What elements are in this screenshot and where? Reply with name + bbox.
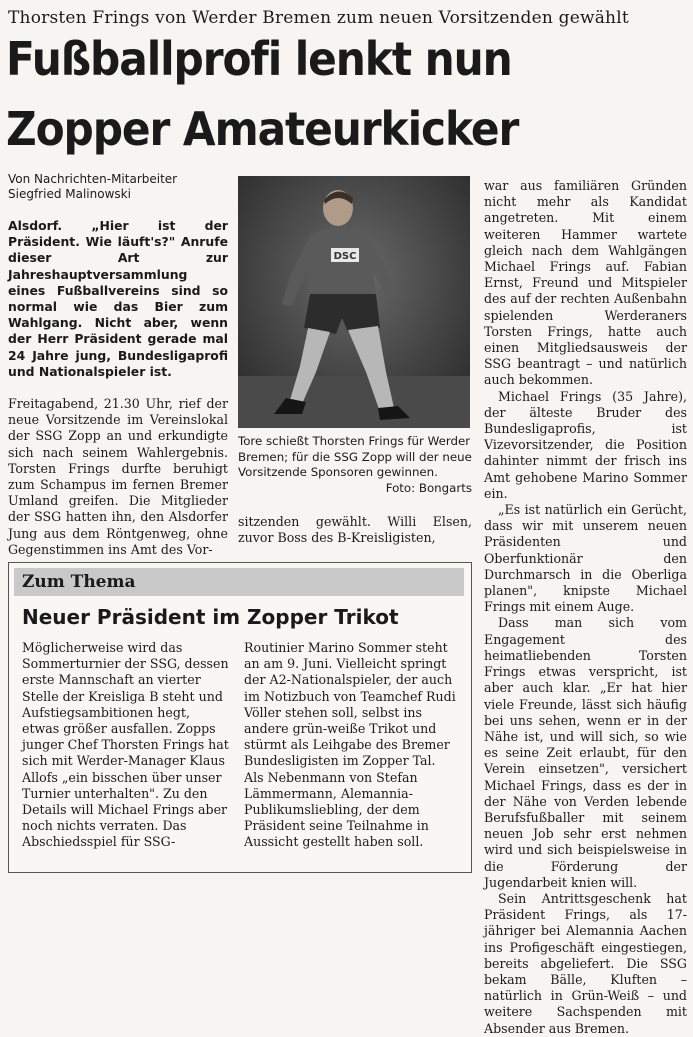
col3-paragraph-2: Michael Frings (35 Jahre), der älteste Bruder des Bundesligaprofis, ist Vizevorsitzender, die Position dahinter nimmt der frisch ins Amt gehobene Marino Sommer ein. xyxy=(484,388,687,501)
byline-role: Von Nachrichten-Mitarbeiter xyxy=(8,172,178,186)
zum-thema-label: Zum Thema xyxy=(22,572,136,592)
byline xyxy=(8,172,228,202)
article-column-2 xyxy=(238,514,472,546)
zum-thema-column-1 xyxy=(22,640,230,851)
photo-caption xyxy=(238,434,472,496)
zum-thema-text-1: Möglicherweise wird das Sommerturnier der SSG, dessen erste Mannschaft an vierter Stelle der Kreisliga B steht und Aufstiegsambitionen hegt, etwas größer ausfallen. Zopps junger Chef Thorsten Frings hat sich mit Werder-Manager Klaus Allofs „ein bisschen über unser Turnier unterhalten". Zu den Details will Michael Frings aber noch nichts verraten. Das Abschiedsspiel für SSG- xyxy=(22,640,229,850)
headline-line-2: Zopper Amateurkicker xyxy=(6,102,519,156)
photo-caption-text: Tore schießt Thorsten Frings für Werder Bremen; für die SSG Zopp will der neue Vorsitzende Sponsoren gewinnen. xyxy=(238,434,472,479)
body-paragraph-continued: sitzenden gewählt. Willi Elsen, zuvor Boss des B-Kreisligisten, xyxy=(238,514,472,546)
article-column-1 xyxy=(8,218,228,558)
body-paragraph: Freitagabend, 21.30 Uhr, rief der neue Vorsitzende im Vereinslokal der SSG Zopp an und erkundigte sich nach seinem Wahlergebnis. Torsten Frings durfte beruhigt zum Schampus im fernen Bremer Umland greifen. Die Mitglieder der SSG hatten ihn, den Alsdorfer Jung aus dem Röntgenweg, ohne Gegenstimmen ins Amt des Vor- xyxy=(8,396,228,557)
player-photo xyxy=(238,176,470,428)
zum-thema-column-2 xyxy=(244,640,458,851)
zum-thema-text-2: Routinier Marino Sommer steht an am 9. Juni. Vielleicht springt der A2-Nationalspieler, der auch im Notizbuch von Teamchef Rudi Völler stehen soll, selbst ins andere grün-weiße Trikot und stürmt als Leihgabe des Bremer Bundesligisten im Zopper Tal. Als Nebenmann von Stefan Lämmermann, Alemannia-Publikumsliebling, der dem Präsident seine Teilnahme in Aussicht gestellt haben soll. xyxy=(244,640,456,850)
player-photo-image xyxy=(238,176,470,428)
col3-paragraph-1: war aus familiären Gründen nicht mehr als Kandidat angetreten. Mit einem weiteren Hammer wartete gleich nach dem Wahlgängen Michael Frings auf. Fabian Ernst, Freund und Mitspieler des auf der rechten Außenbahn spielenden Werderaners Torsten Frings, hatte auch einen Mitgliedsausweis der SSG beantragt – und natürlich auch bekommen. xyxy=(484,178,687,388)
headline-line-1: Fußballprofi lenkt nun xyxy=(6,32,512,86)
col3-paragraph-4: Dass man sich vom Engagement des heimatliebenden Torsten Frings etwas verspricht, ist aber auch klar. „Er hat hier viele Freunde, lässt sich häufig bei uns sehen, wenn er in der Nähe ist, und will sich, so wie es seine Zeit erlaubt, für den Verein einsetzen", versichert Michael Frings, dass es der in der Nähe von Verden lebende Berufsfußballer mit seinem neuen Job sehr erst nehmen wird und sich beispielsweise in die Förderung der Jugendarbeit knien will. xyxy=(484,615,687,890)
jersey-sponsor-text: DSC xyxy=(333,251,357,262)
zum-thema-headline: Neuer Präsident im Zopper Trikot xyxy=(22,605,399,629)
lead-paragraph: Alsdorf. „Hier ist der Präsident. Wie läuft's?" Anrufe dieser Art zur Jahreshauptversammlung eines Fußballvereins sind so normal wie das Bier zum Wahlgang. Nicht aber, wenn der Herr Präsident gerade mal 24 Jahre jung, Bundesligaprofi und Nationalspieler ist. xyxy=(8,218,228,379)
article-kicker: Thorsten Frings von Werder Bremen zum neuen Vorsitzenden gewählt xyxy=(8,8,629,28)
col3-paragraph-5: Sein Antrittsgeschenk hat Präsident Frings, als 17-jähriger bei Alemannia Aachen ins Profigeschäft eingestiegen, bereits abgeliefert. Die SSG bekam Bälle, Kluften – natürlich in Grün-Weiß – und weitere Sachspenden mit Absender aus Bremen. xyxy=(484,890,687,1036)
col3-paragraph-3: „Es ist natürlich ein Gerücht, dass wir mit unserem neuen Präsidenten und Oberfunktionär den Durchmarsch in die Oberliga planen", knipste Michael Frings mit einem Auge. xyxy=(484,502,687,615)
photo-credit: Foto: Bongarts xyxy=(385,480,472,495)
article-column-3 xyxy=(484,178,687,1037)
byline-author: Siegfried Malinowski xyxy=(8,187,131,201)
